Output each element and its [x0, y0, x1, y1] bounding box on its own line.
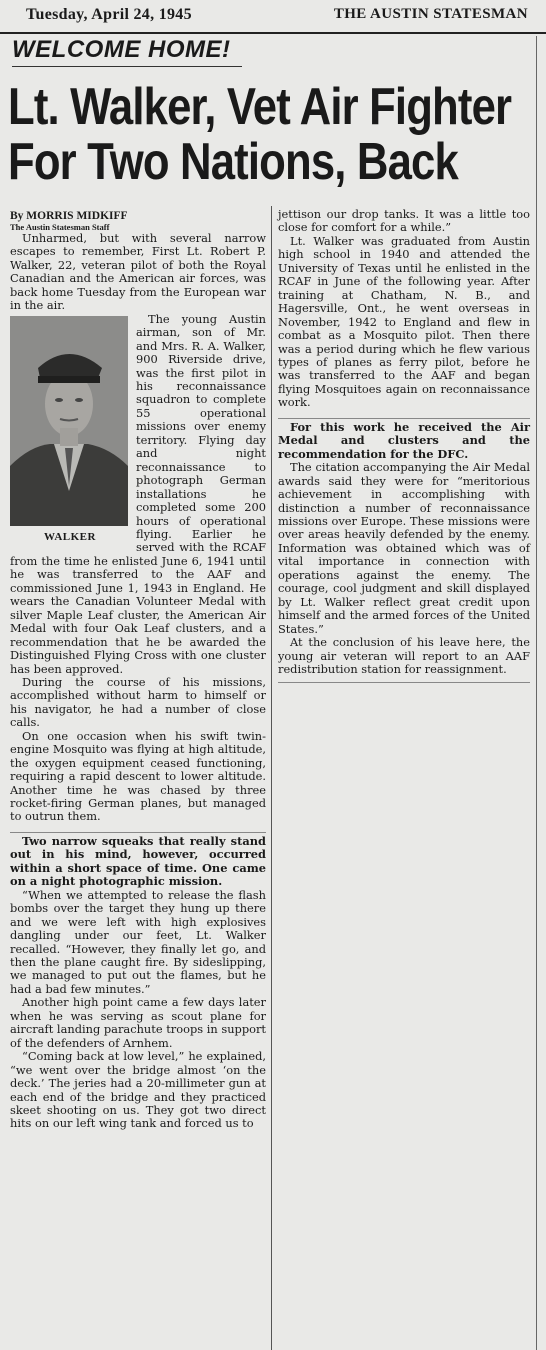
newspaper-name: THE AUSTIN STATESMAN	[333, 6, 528, 22]
bold-paragraph: Two narrow squeaks that really stand out in his mind, however, occurred within a short space of time. One came on a night photographic mission.	[10, 833, 266, 889]
section-separator	[278, 418, 530, 419]
portrait-photo	[10, 316, 128, 526]
paragraph: During the course of his missions, accomplished without harm to himself or his navigator, he had a number of close calls.	[10, 674, 266, 730]
column-divider	[271, 206, 272, 1350]
byline-author: By MORRIS MIDKIFF	[10, 210, 128, 222]
article-end-rule	[278, 682, 530, 683]
article-frame-rule	[536, 36, 537, 1350]
paragraph: Lt. Walker was graduated from Austin high school in 1940 and attended the University of Texas until he enlisted in the RCAF in June of the following year. After training at Chatham, N. B., and Hagersville, Ont., he went overseas in November, 1942 to England and flew in combat as a Mosquito pilot. Then there was a period during which he flew various types of planes as ferry pilot, before he was transferred to the AAF and began flying Mosquitoes again on reconnaissance work.	[278, 233, 530, 410]
main-headline	[8, 78, 512, 191]
paragraph: Unharmed, but with several narrow escapes to remember, First Lt. Robert P. Walker, 22, veteran pilot of both the Royal Canadian and the American air forces, was back home Tuesday from the European war in the air.	[10, 231, 266, 313]
paragraph: jettison our drop tanks. It was a little too close for comfort for a while.”	[278, 207, 530, 235]
issue-date: Tuesday, April 24, 1945	[26, 6, 192, 23]
article-column-left	[10, 208, 266, 1348]
section-separator	[10, 832, 266, 833]
paragraph: On one occasion when his swift twin-engine Mosquito was flying at high altitude, the oxygen equipment ceased functioning, requiring a rapid descent to lower altitude. Another time he was chased by three rocket-firing German planes, but managed to outrun them.	[10, 728, 266, 824]
masthead	[0, 0, 546, 34]
paragraph: At the conclusion of his leave here, the young air veteran will report to an AAF redistribution station for reassignment.	[278, 635, 530, 676]
kicker-headline: WELCOME HOME!	[12, 36, 242, 67]
byline-staff: The Austin Statesman Staff	[10, 222, 110, 232]
article-column-right	[278, 208, 530, 683]
paragraph: “Coming back at low level,” he explained, “we went over the bridge almost ‘on the deck.’ The jeries had a 20-millimeter gun at each end of the bridge and they practiced skeet shooting on us. They got two direct hits on our left wing tank and forced us to	[10, 1049, 266, 1131]
paragraph	[10, 313, 266, 676]
paragraph: “When we attempted to release the flash bombs over the target they hung up there and we were left with high explosives dangling under our feet, Lt. Walker recalled. “However, they finally let go, and then the plane caught fire. By sideslipping, we managed to put out the flames, but he had a bad few minutes.”	[10, 887, 266, 996]
paragraph: Another high point came a few days later when he was serving as scout plane for aircraft landing parachute troops in support of the defenders of Arnhem.	[10, 995, 266, 1050]
photo-block	[10, 316, 130, 548]
portrait-image	[10, 316, 128, 526]
headline-line-2: For Two Nations, Back	[8, 133, 458, 191]
photo-caption: WALKER	[44, 530, 96, 543]
bold-paragraph: For this work he received the Air Medal and clusters and the recommendation for the DFC.	[278, 419, 530, 461]
paragraph-text: The young Austin airman, son of Mr. and Mrs. R. A. Walker, 900 Riverside drive, was the first pilot in his reconnaissance squadron to complete 55 operational missions over enemy territory. Flying day and night reconnaissance to photograph German installations he completed some 200 hours of operational flying. Earlier he served with the RCAF from the time he enlisted June 6, 1941 until he was transferred to the AAF and commissioned June 1, 1943 in England. He wears the Canadian Volunteer Medal with silver Maple Leaf cluster, the American Air Medal with four Oak Leaf clusters, and a recommendation that he be awarded the Distinguished Flying Cross with one cluster has been approved.	[10, 311, 266, 676]
paragraph: The citation accompanying the Air Medal awards said they were for “meritorious achievement in accomplishing with distinction a number of reconnaissance missions over Europe. These missions were over areas heavily defended by the enemy. Information was obtained which was of vital importance in connection with operations against the enemy. The courage, cool judgment and skill displayed by Lt. Walker reflect great credit upon himself and the armed forces of the United States.”	[278, 460, 530, 636]
headline-line-1: Lt. Walker, Vet Air Fighter	[8, 78, 512, 136]
